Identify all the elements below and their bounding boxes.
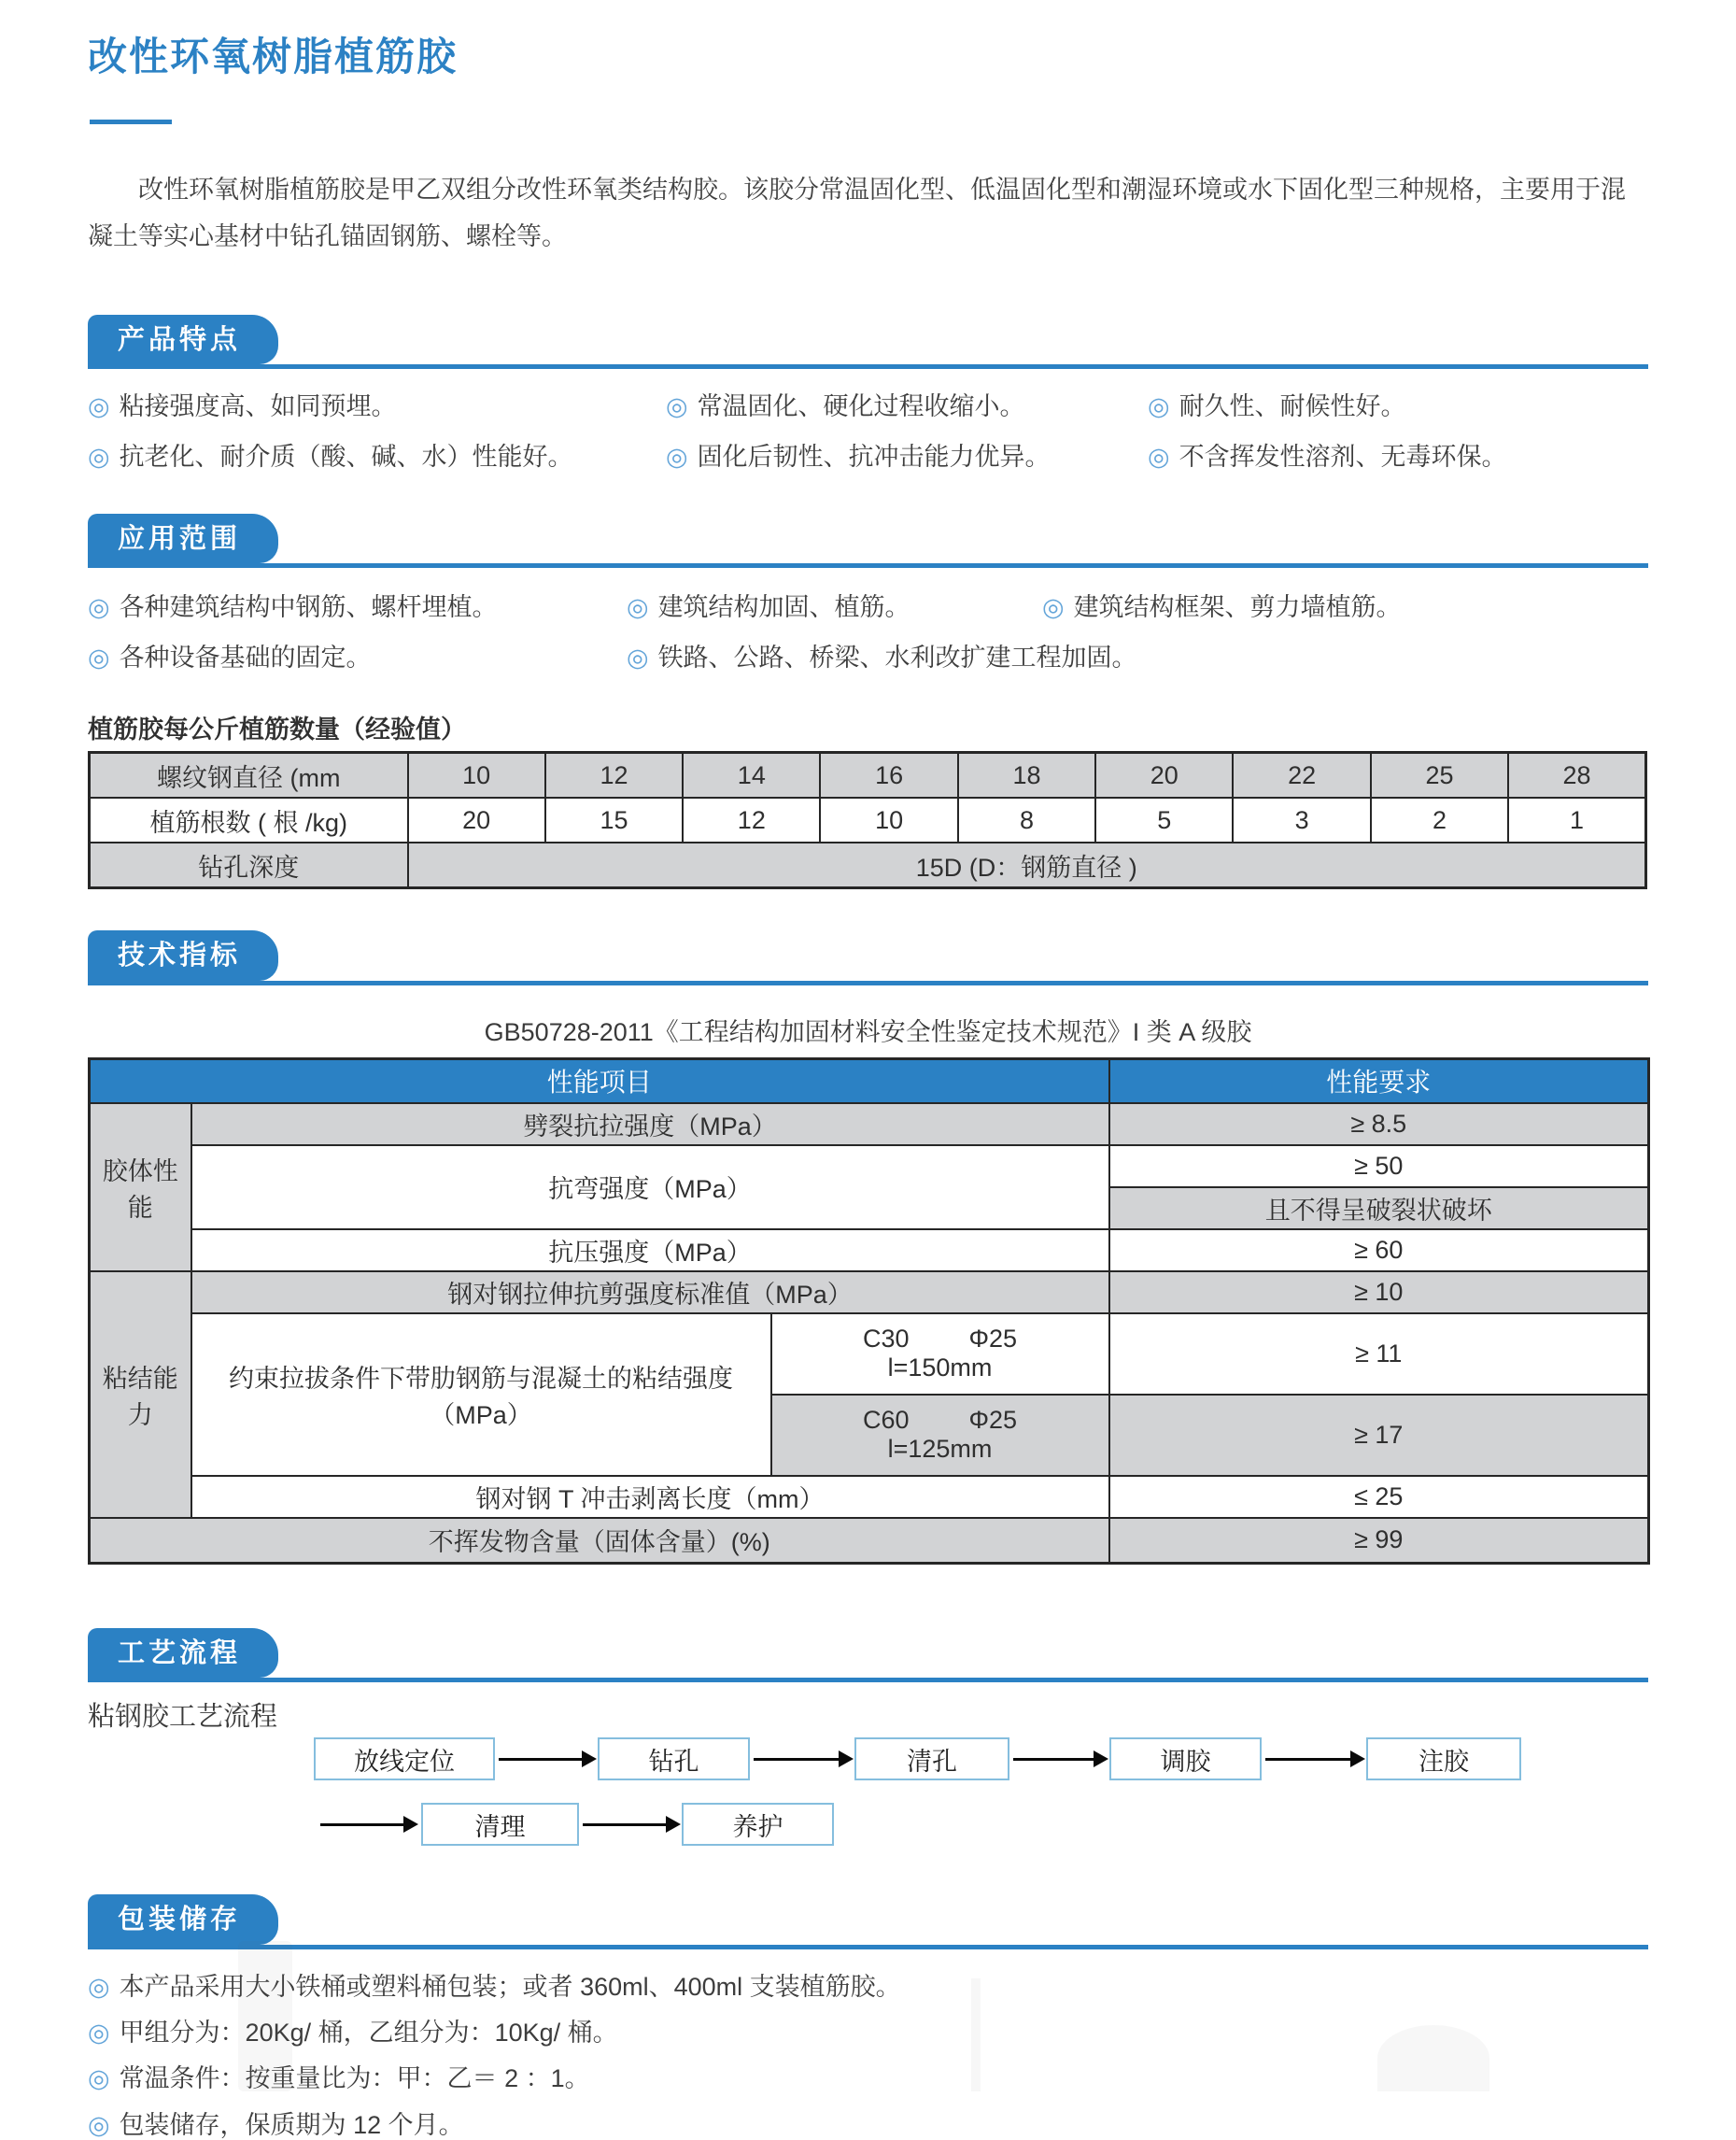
table-row (90, 1103, 1649, 1145)
table-row (90, 1271, 1649, 1313)
section-head-specs (88, 930, 1648, 985)
packaging-text: 常温条件：按重量比为：甲：乙＝ 2 ：1。 (119, 2064, 590, 2093)
section-head-packaging (88, 1894, 1648, 1949)
rebar-table-caption: 植筋胶每公斤植筋数量（经验值） (88, 716, 466, 744)
flow-arrow-icon (320, 1823, 404, 1826)
rebar-count-value: 10 (820, 798, 957, 843)
rebar-count-value: 5 (1095, 798, 1233, 843)
spec-value: ≥ 8.5 (1109, 1103, 1649, 1145)
rebar-diameter-value: 12 (545, 753, 683, 799)
list-item (627, 637, 1648, 673)
list-item (1148, 436, 1648, 473)
feature-text: 耐久性、耐候性好。 (1179, 392, 1406, 421)
table-row (90, 1518, 1649, 1564)
rebar-count-value: 8 (958, 798, 1095, 843)
flow-step: 清理 (421, 1803, 579, 1846)
table-row (90, 753, 1646, 799)
rebar-count-value: 2 (1371, 798, 1508, 843)
table-row (90, 1229, 1649, 1271)
spec-col-item-header: 性能项目 (90, 1058, 1109, 1103)
rebar-count-value: 20 (408, 798, 545, 843)
rebar-diameter-value: 20 (1095, 753, 1233, 799)
application-text: 建筑结构框架、剪力墙植筋。 (1073, 593, 1402, 622)
rebar-count-label: 植筋根数 ( 根 /kg) (90, 798, 408, 843)
section-badge-process: 工艺流程 (88, 1628, 278, 1678)
spec-item: 劈裂抗拉强度（MPa） (191, 1103, 1109, 1145)
flow-step: 调胶 (1109, 1737, 1262, 1780)
spec-item: 钢对钢拉伸抗剪强度标准值（MPa） (191, 1271, 1109, 1313)
spec-item: 约束拉拔条件下带肋钢筋与混凝土的粘结强度（MPa） (191, 1313, 771, 1476)
spec-subcondition-c60 (771, 1395, 1109, 1476)
embed-length: l=150mm (887, 1353, 993, 1382)
rebar-diameter-value: 14 (683, 753, 820, 799)
section-head-features (88, 315, 1648, 369)
spec-group-bond: 粘结能力 (90, 1271, 191, 1518)
spec-item: 钢对钢 T 冲击剥离长度（mm） (191, 1476, 1109, 1518)
feature-text: 不含挥发性溶剂、无毒环保。 (1179, 443, 1507, 472)
rebar-count-value: 3 (1233, 798, 1370, 843)
spec-value: ≥ 17 (1109, 1395, 1649, 1476)
spec-value: ≤ 25 (1109, 1476, 1649, 1518)
packaging-text: 本产品采用大小铁桶或塑料桶包装；或者 360ml、400ml 支装植筋胶。 (119, 1972, 901, 2001)
process-subtitle: 粘钢胶工艺流程 (88, 1702, 278, 1733)
bullet-ring-icon: ◎ (666, 392, 688, 421)
list-item (88, 1972, 1648, 2002)
application-text: 各种设备基础的固定。 (119, 644, 372, 673)
concrete-grade: C30 (862, 1325, 910, 1353)
faint-watermark-shape (1377, 2025, 1489, 2091)
bullet-ring-icon: ◎ (1042, 593, 1065, 622)
rebar-diameter-value: 10 (408, 753, 545, 799)
process-flowchart (88, 1737, 1648, 1861)
bullet-ring-icon: ◎ (88, 392, 110, 421)
list-item (627, 587, 1042, 623)
rebar-diameter-value: 25 (1371, 753, 1508, 799)
spec-value: ≥ 11 (1109, 1313, 1649, 1395)
bullet-ring-icon: ◎ (88, 2110, 110, 2139)
list-item (666, 386, 1148, 422)
table-row (90, 1058, 1649, 1103)
section-head-applications (88, 514, 1648, 568)
rebar-quantity-table (88, 751, 1647, 889)
table-row (90, 1313, 1649, 1395)
spec-item: 不挥发物含量（固体含量）(%) (90, 1518, 1109, 1564)
spec-value: ≥ 60 (1109, 1229, 1649, 1271)
list-item (1042, 587, 1648, 623)
rebar-diameter-label: 螺纹钢直径 (mm (90, 753, 408, 799)
spec-subcondition-c30 (771, 1313, 1109, 1395)
bullet-ring-icon: ◎ (1148, 443, 1170, 472)
concrete-grade: C60 (862, 1406, 910, 1435)
spec-value: 且不得呈破裂状破坏 (1109, 1187, 1649, 1229)
rebar-count-value: 1 (1508, 798, 1645, 843)
bullet-ring-icon: ◎ (88, 2019, 110, 2048)
faint-watermark-shape (971, 1978, 981, 2091)
bullet-ring-icon: ◎ (627, 644, 649, 673)
table-row (90, 1476, 1649, 1518)
table-row (90, 843, 1646, 888)
list-item (88, 386, 666, 422)
list-item (666, 436, 1148, 473)
flow-arrow-icon (583, 1823, 667, 1826)
feature-text: 固化后韧性、抗冲击能力优异。 (697, 443, 1051, 472)
page-title: 改性环氧树脂植筋胶 (88, 35, 459, 78)
flow-step: 养护 (682, 1803, 834, 1846)
spec-value: ≥ 50 (1109, 1145, 1649, 1187)
section-badge-specs: 技术指标 (88, 930, 278, 980)
bullet-ring-icon: ◎ (88, 2064, 110, 2093)
intro-paragraph: 改性环氧树脂植筋胶是甲乙双组分改性环氧类结构胶。该胶分常温固化型、低温固化型和潮湿环境或水下固化型三种规格，主要用于混凝土等实心基材中钻孔锚固钢筋、螺栓等。 (88, 176, 1626, 250)
feature-text: 常温固化、硬化过程收缩小。 (697, 392, 1025, 421)
features-list (88, 386, 1648, 473)
section-badge-applications: 应用范围 (88, 514, 278, 563)
drill-depth-value: 15D (D：钢筋直径 ) (408, 843, 1646, 888)
flow-arrow-icon (1265, 1758, 1351, 1761)
flow-step: 放线定位 (314, 1737, 495, 1780)
rebar-diameter-value: 18 (958, 753, 1095, 799)
drill-depth-label: 钻孔深度 (90, 843, 408, 888)
rebar-count-value: 15 (545, 798, 683, 843)
bullet-ring-icon: ◎ (1148, 392, 1170, 421)
bullet-ring-icon: ◎ (88, 1972, 110, 2001)
application-text: 建筑结构加固、植筋。 (657, 593, 910, 622)
packaging-text: 甲组分为：20Kg/ 桶，乙组分为：10Kg/ 桶。 (119, 2019, 618, 2048)
list-item (1148, 386, 1648, 422)
flow-arrow-icon (754, 1758, 840, 1761)
table-row (90, 1145, 1649, 1187)
standard-note: GB50728-2011《工程结构加固材料安全性鉴定技术规范》I 类 A 级胶 (484, 1017, 1252, 1046)
spec-value: ≥ 10 (1109, 1271, 1649, 1313)
list-item (88, 436, 666, 473)
bullet-ring-icon: ◎ (88, 644, 110, 673)
bullet-ring-icon: ◎ (627, 593, 649, 622)
rebar-count-value: 12 (683, 798, 820, 843)
rebar-diameter-value: 16 (820, 753, 957, 799)
feature-text: 粘接强度高、如同预埋。 (119, 392, 397, 421)
flow-step: 钻孔 (598, 1737, 750, 1780)
flow-step: 注胶 (1366, 1737, 1521, 1780)
rebar-phi: Φ25 (968, 1325, 1018, 1353)
list-item (88, 587, 627, 623)
rebar-diameter-value: 28 (1508, 753, 1645, 799)
spec-item: 抗弯强度（MPa） (191, 1145, 1109, 1229)
table-row (90, 798, 1646, 843)
flow-arrow-icon (1013, 1758, 1094, 1761)
section-badge-packaging: 包装储存 (88, 1894, 278, 1944)
spec-group-colloid: 胶体性能 (90, 1103, 191, 1271)
bullet-ring-icon: ◎ (88, 443, 110, 472)
application-text: 各种建筑结构中钢筋、螺杆埋植。 (119, 593, 498, 622)
spec-col-req-header: 性能要求 (1109, 1058, 1649, 1103)
embed-length: l=125mm (887, 1435, 993, 1464)
list-item (88, 2110, 1648, 2140)
list-item (88, 637, 627, 673)
spec-item: 抗压强度（MPa） (191, 1229, 1109, 1271)
bullet-ring-icon: ◎ (88, 593, 110, 622)
flow-step: 清孔 (854, 1737, 1009, 1780)
faint-watermark-shape (238, 1941, 292, 2091)
title-underline-dash (90, 120, 172, 124)
section-badge-features: 产品特点 (88, 315, 278, 364)
feature-text: 抗老化、耐介质（酸、碱、水）性能好。 (119, 443, 573, 472)
packaging-text: 包装储存，保质期为 12 个月。 (119, 2110, 464, 2139)
spec-table (88, 1057, 1650, 1566)
application-text: 铁路、公路、桥梁、水利改扩建工程加固。 (657, 644, 1137, 673)
spec-value: ≥ 99 (1109, 1518, 1649, 1564)
bullet-ring-icon: ◎ (666, 443, 688, 472)
section-head-process (88, 1628, 1648, 1682)
rebar-phi: Φ25 (968, 1406, 1018, 1435)
applications-list (88, 587, 1648, 673)
flow-arrow-icon (499, 1758, 583, 1761)
rebar-diameter-value: 22 (1233, 753, 1370, 799)
datasheet-page (0, 26, 1736, 2140)
